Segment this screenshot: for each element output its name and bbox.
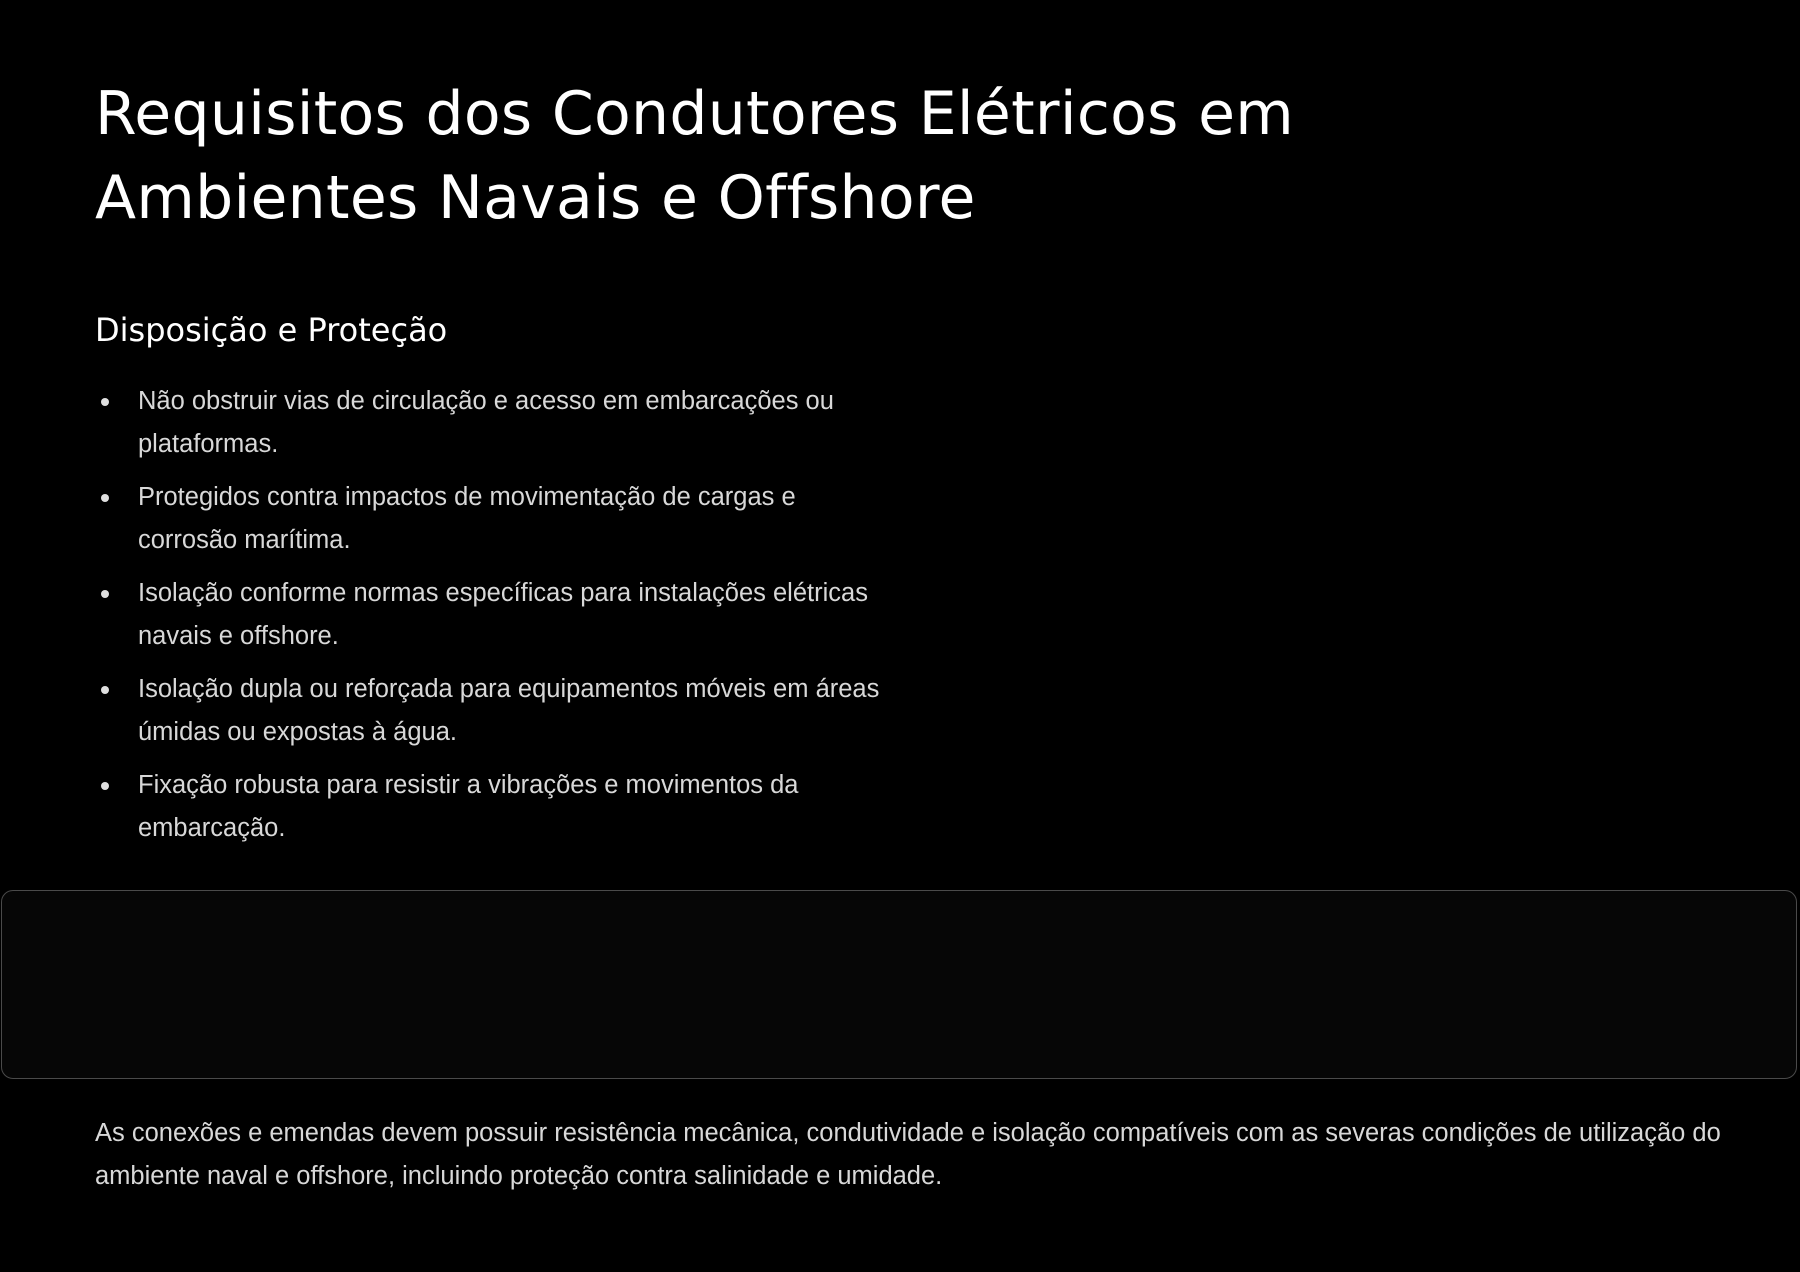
list-item-text: Protegidos contra impactos de movimentação de cargas e corrosão marítima. — [138, 483, 796, 554]
list-item — [95, 668, 885, 754]
empty-callout-box — [1, 890, 1797, 1079]
list-item-text: Isolação conforme normas específicas para instalações elétricas navais e offshore. — [138, 579, 868, 650]
list-item — [95, 572, 885, 658]
requirements-list — [95, 380, 885, 860]
list-item-text: Isolação dupla ou reforçada para equipamentos móveis em áreas úmidas ou expostas à água. — [138, 675, 880, 746]
bullet-icon — [101, 686, 109, 694]
list-item — [95, 380, 885, 466]
list-item — [95, 764, 885, 850]
bullet-icon — [101, 494, 109, 502]
list-item-text: Fixação robusta para resistir a vibrações e movimentos da embarcação. — [138, 771, 799, 842]
list-item — [95, 476, 885, 562]
bullet-icon — [101, 782, 109, 790]
bullet-icon — [101, 590, 109, 598]
section-heading: Disposição e Proteção — [95, 311, 448, 349]
footer-note: As conexões e emendas devem possuir resistência mecânica, condutividade e isolação compatíveis com as severas condições de utilização do ambiente naval e offshore, incluindo proteção contra salinidade e umidade. — [95, 1119, 1721, 1190]
bullet-icon — [101, 398, 109, 406]
page-title: Requisitos dos Condutores Elétricos em Ambientes Navais e Offshore — [95, 79, 1295, 233]
list-item-text: Não obstruir vias de circulação e acesso em embarcações ou plataformas. — [138, 387, 834, 458]
